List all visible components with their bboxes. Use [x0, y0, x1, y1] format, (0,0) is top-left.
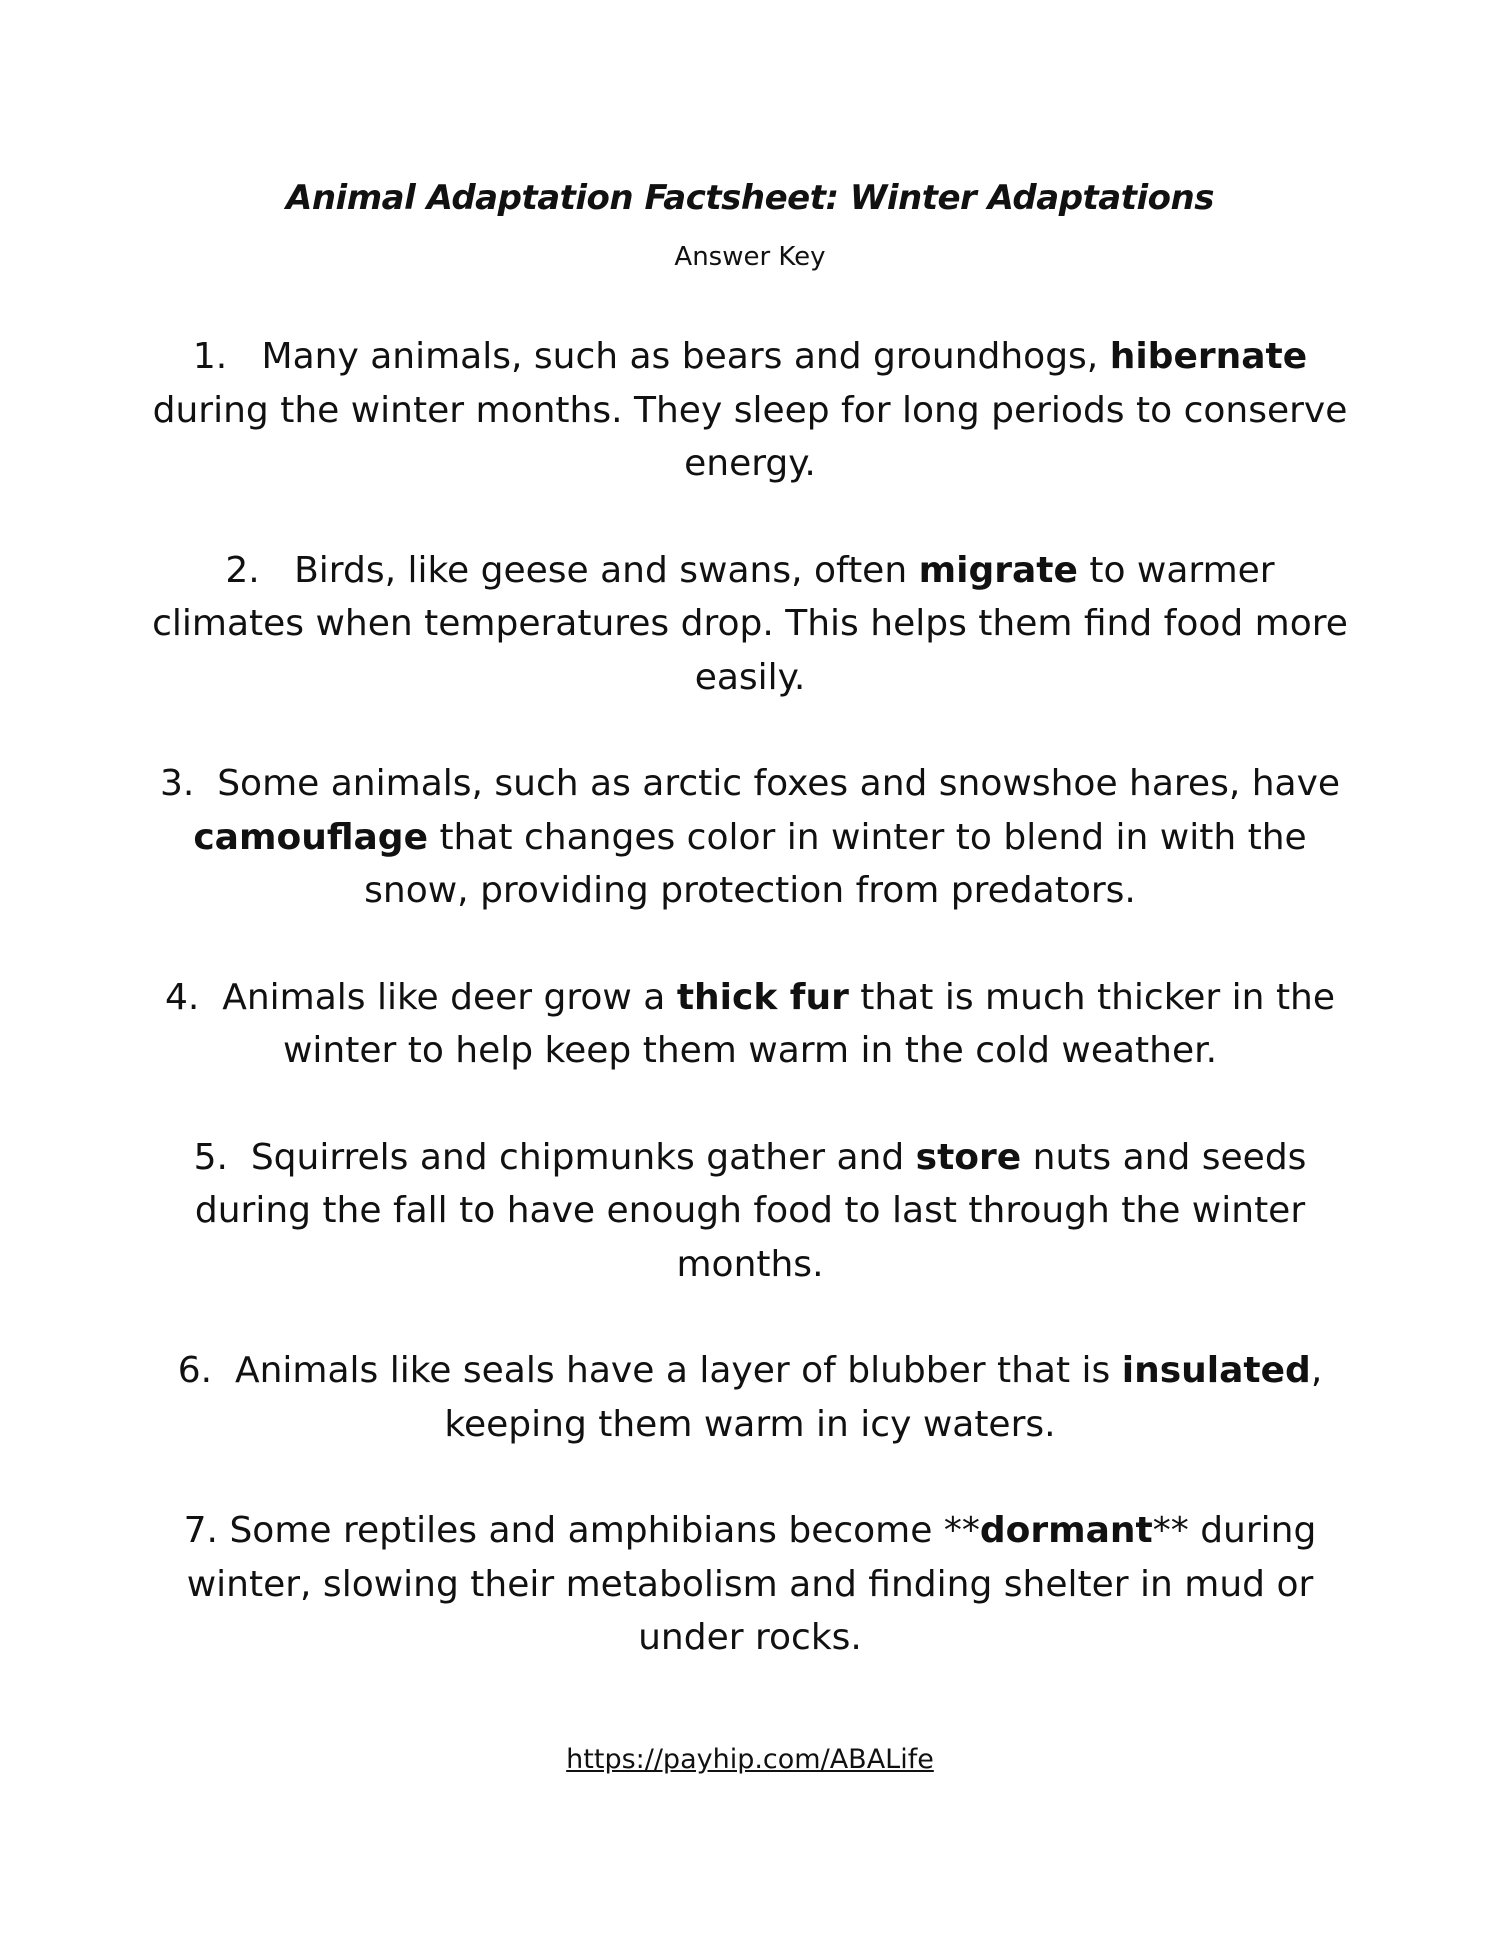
answer-item-1 — [150, 330, 1350, 491]
page-subtitle: Answer Key — [674, 242, 826, 272]
item-text-after: , keeping them warm in icy waters. — [444, 1350, 1323, 1445]
item-answer-term: thick fur — [676, 976, 849, 1018]
item-answer-term: camouflage — [193, 816, 428, 858]
item-text-before: Animals like deer grow a — [222, 976, 677, 1018]
item-text-after: that changes color in winter to blend in with the snow, providing protection from predators. — [364, 816, 1307, 911]
item-number: 1. — [192, 336, 228, 377]
answer-item-3 — [150, 757, 1350, 918]
footer — [0, 1742, 1500, 1778]
item-text-before: Animals like seals have a layer of blubber that is — [234, 1350, 1122, 1391]
item-text-after: during the winter months. They sleep for long periods to conserve energy. — [152, 389, 1348, 484]
footer-link[interactable]: https://payhip.com/ABALife — [566, 1744, 934, 1775]
item-text-before: Some animals, such as arctic foxes and snowshoe hares, have — [217, 763, 1341, 804]
item-number: 4. — [164, 976, 200, 1018]
answer-item-6 — [150, 1344, 1350, 1451]
item-text-after: nuts and seeds during the fall to have enough food to last through the winter months. — [194, 1136, 1307, 1285]
item-answer-term: store — [915, 1136, 1022, 1178]
answer-item-7 — [150, 1504, 1350, 1665]
item-text-before: Some reptiles and amphibians become ** — [229, 1510, 980, 1551]
item-answer-term: hibernate — [1109, 336, 1308, 377]
item-number: 2. — [225, 549, 260, 591]
item-text-after: ** during winter, slowing their metabolism and finding shelter in mud or under rocks. — [186, 1510, 1317, 1658]
item-text-before: Squirrels and chipmunks gather and — [250, 1136, 916, 1178]
item-number: 5. — [193, 1136, 228, 1178]
page-title: Animal Adaptation Factsheet: Winter Adaptations — [286, 178, 1214, 218]
item-text-before: Many animals, such as bears and groundhogs, — [261, 336, 1110, 377]
item-answer-term: dormant — [979, 1510, 1153, 1551]
answer-item-4 — [150, 971, 1350, 1078]
item-number: 6. — [177, 1350, 213, 1391]
item-number: 7. — [183, 1510, 218, 1551]
answer-item-2 — [150, 544, 1350, 705]
item-text-before: Birds, like geese and swans, often — [294, 549, 919, 591]
item-text-after: to warmer climates when temperatures drop. This helps them find food more easily. — [152, 549, 1348, 698]
item-number: 3. — [159, 763, 195, 804]
item-answer-term: insulated — [1121, 1350, 1311, 1391]
answer-item-5 — [150, 1131, 1350, 1292]
item-answer-term: migrate — [918, 549, 1078, 591]
item-text-after: that is much thicker in the winter to help keep them warm in the cold weather. — [282, 976, 1336, 1071]
answer-list — [150, 330, 1350, 1718]
